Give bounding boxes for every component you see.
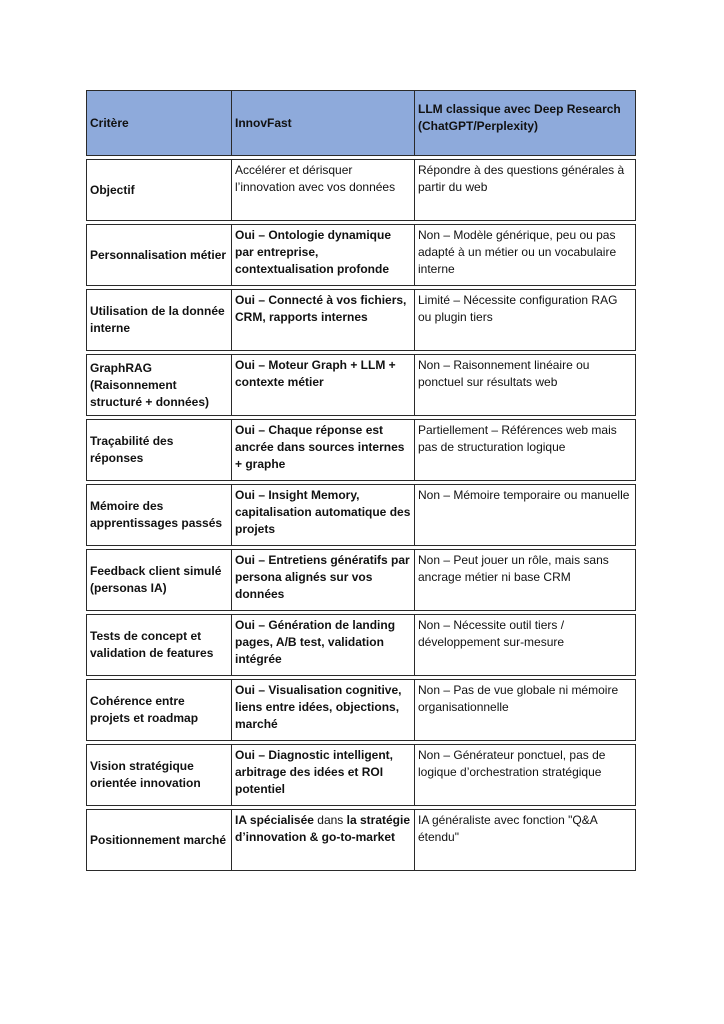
table-row (86, 549, 636, 611)
table-row (86, 419, 636, 481)
row-llm: Répondre à des questions générales à partir du web (415, 159, 636, 221)
header-llm: LLM classique avec Deep Research (ChatGPT/Perplexity) (415, 90, 636, 156)
row-llm: Non – Nécessite outil tiers / développement sur-mesure (415, 614, 636, 676)
table-row (86, 484, 636, 546)
header-criterion: Critère (86, 90, 232, 156)
row-innovfast (232, 159, 415, 221)
row-criterion: Utilisation de la donnée interne (86, 289, 232, 351)
table-row (86, 744, 636, 806)
row-llm: Partiellement – Références web mais pas de structuration logique (415, 419, 636, 481)
table-row (86, 679, 636, 741)
row-innovfast: Oui – Visualisation cognitive, liens entre idées, objections, marché (232, 679, 415, 741)
table-row (86, 354, 636, 416)
row-llm: Non – Mémoire temporaire ou manuelle (415, 484, 636, 546)
row-criterion: Traçabilité des réponses (86, 419, 232, 481)
row-llm: Non – Peut jouer un rôle, mais sans ancrage métier ni base CRM (415, 549, 636, 611)
row-innovfast-text: Accélérer et dérisquer l’innovation avec vos données (235, 163, 396, 194)
table-row (86, 614, 636, 676)
table-row (86, 224, 636, 286)
row-criterion: Tests de concept et validation de features (86, 614, 232, 676)
row-criterion: GraphRAG (Raisonnement structuré + données) (86, 354, 232, 416)
row-criterion: Personnalisation métier (86, 224, 232, 286)
row-innovfast (232, 809, 415, 871)
row-innovfast: Oui – Ontologie dynamique par entreprise, contextualisation profonde (232, 224, 415, 286)
row-criterion: Objectif (86, 159, 232, 221)
row-llm: Non – Générateur ponctuel, pas de logique d’orchestration stratégique (415, 744, 636, 806)
row-innovfast: Oui – Diagnostic intelligent, arbitrage des idées et ROI potentiel (232, 744, 415, 806)
row-innovfast-mid: dans (313, 813, 347, 827)
row-innovfast: Oui – Chaque réponse est ancrée dans sources internes + graphe (232, 419, 415, 481)
table-row (86, 289, 636, 351)
row-llm: Non – Modèle générique, peu ou pas adapté à un métier ou un vocabulaire interne (415, 224, 636, 286)
comparison-table (86, 87, 636, 874)
row-llm: Non – Raisonnement linéaire ou ponctuel sur résultats web (415, 354, 636, 416)
table-row (86, 159, 636, 221)
row-criterion: Feedback client simulé (personas IA) (86, 549, 232, 611)
table-row (86, 809, 636, 871)
row-innovfast: Oui – Génération de landing pages, A/B test, validation intégrée (232, 614, 415, 676)
row-innovfast: Oui – Entretiens génératifs par persona alignés sur vos données (232, 549, 415, 611)
row-criterion: Positionnement marché (86, 809, 232, 871)
row-criterion: Mémoire des apprentissages passés (86, 484, 232, 546)
row-innovfast-bold2: la stratégie d’innovation & go-to-market (235, 813, 411, 844)
row-innovfast-bold: IA spécialisée (235, 813, 314, 827)
header-innovfast: InnovFast (232, 90, 415, 156)
row-innovfast: Oui – Moteur Graph + LLM + contexte métier (232, 354, 415, 416)
row-innovfast: Oui – Connecté à vos fichiers, CRM, rapports internes (232, 289, 415, 351)
row-llm: IA généraliste avec fonction "Q&A étendu" (415, 809, 636, 871)
row-criterion: Vision stratégique orientée innovation (86, 744, 232, 806)
table-header-row (86, 90, 636, 156)
row-innovfast: Oui – Insight Memory, capitalisation automatique des projets (232, 484, 415, 546)
row-llm: Limité – Nécessite configuration RAG ou plugin tiers (415, 289, 636, 351)
row-llm: Non – Pas de vue globale ni mémoire organisationnelle (415, 679, 636, 741)
row-criterion: Cohérence entre projets et roadmap (86, 679, 232, 741)
